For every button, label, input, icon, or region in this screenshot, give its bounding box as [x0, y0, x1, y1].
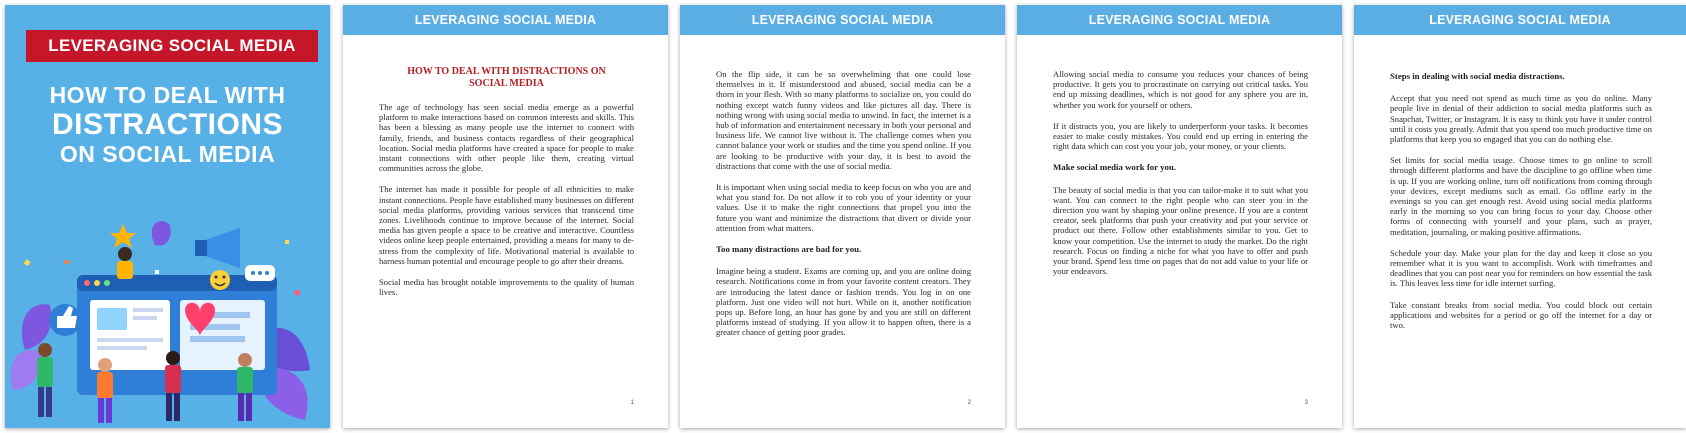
page-number: 3: [1304, 400, 1308, 406]
cover-title: [5, 81, 330, 167]
paragraph: On the flip side, it can be so overwhelming that one could lose themselves in it. If misunderstood and abused, social media can be a thorn in your flesh. With so many platforms to socialize on, you could do nothing except watch funny videos and like pictures all day. There is nothing wrong with using social media to unwind. In fact, the internet is a hub of information and entertainment necessary in both your personal and business life. We cannot live without it. The challenge comes when you cannot balance your work or studies and the time you spend online. If you are looking to be productive with your day, it is best to avoid the distractions that come with the use of social media.: [716, 69, 971, 171]
cover-title-line1: HOW TO DEAL WITH: [49, 82, 286, 108]
page-body: [343, 66, 668, 297]
document-page-1: [343, 5, 668, 428]
page-number: 1: [630, 400, 634, 406]
paragraph: The internet has made it possible for people of all ethnicities to make instant connections. People have established many businesses on different social media platforms, providing various services that transcend time zones. Livelihoods continue to improve because of the internet. Social media has given people a space to be creative and interactive. Countless videos online keep people entertained, providing a means for many to de-stress from the complexity of life. Motivational material is available to harness human potential and encourage people to go after their dreams.: [379, 184, 634, 266]
paragraph: Set limits for social media usage. Choose times to go online to scroll through different platforms and have the discipline to go offline when time is up. If you are working online, turn off notifications from coming through your devices, except mediums such as email. Go offline early in the evenings so you can get enough rest. Avoid using social media platforms early in the morning so you can bring focus to your day. Choose other forms of connecting with yourself and your plans, such as prayer, meditation, journaling, or making positive affirmations.: [1390, 155, 1652, 237]
cover-ribbon: LEVERAGING SOCIAL MEDIA: [26, 30, 318, 62]
cover-page: [5, 5, 330, 428]
page-header: LEVERAGING SOCIAL MEDIA: [1354, 5, 1686, 35]
paragraph: The beauty of social media is that you can tailor-make it to suit what you want. You can connect to the right people who can steer you in the direction you want by shaping your online presence. If you are a content creator, seek platforms that push your creativity and put your service or product out there. Follow other establishments similar to you. Get to know your competition. Use the internet to study the market. Do the right research. Focus on finding a niche for what you have to offer and push your brand. Spend less time on pages that do not add value to your life or your endeavors.: [1053, 184, 1308, 277]
page-header: LEVERAGING SOCIAL MEDIA: [1017, 5, 1342, 35]
page-number: 2: [967, 400, 971, 406]
cover-title-line3: ON SOCIAL MEDIA: [59, 141, 276, 167]
document-page-2: [680, 5, 1005, 428]
paragraph: Accept that you need not spend as much time as you do online. Many people live in denial of their addiction to social media platforms such as Snapchat, Twitter, or Instagram. It is easy to think you have it under control until it costs you greatly. Admit that you spend too much productive time on platforms that keep you so engaged that you can do nothing else.: [1390, 93, 1652, 145]
section-heading: Steps in dealing with social media distractions.: [1390, 71, 1565, 81]
paragraph: If it distracts you, you are likely to underperform your tasks. It becomes easier to make costly mistakes. You could end up erring in entering the right data which can cost you your job, your money, or your clients.: [1053, 120, 1308, 152]
paragraph: It is important when using social media to keep focus on who you are and what you stand for. Do not allow it to rob you of your identity or your values. Use it to make the right connections that propel you into the future you want and minimize the distractions that divert or divide your attention from what matters.: [716, 182, 971, 233]
section-heading: Make social media work for you.: [1053, 162, 1176, 173]
paragraph: Imagine being a student. Exams are coming up, and you are online doing research. Notifications come in from your favorite content creators. They are introducing the latest dance or fashion trends. You log in on one platform. Just one video will not hurt. While on it, another notification pops up. Before long, an hour has gone by and you are still on different platforms instead of studying. If you allow it to happen often, there is a greater chance of getting poor grades.: [716, 266, 971, 338]
page-body: [1354, 35, 1686, 330]
paragraph: Take constant breaks from social media. You could block out certain applications and websites for a period or go off the internet for a day or two.: [1390, 299, 1652, 331]
section-heading: Too many distractions are bad for you.: [716, 244, 862, 255]
cover-title-line2: DISTRACTIONS: [52, 108, 283, 141]
page-body: [1017, 35, 1342, 276]
paragraph: Schedule your day. Make your plan for the day and keep it close so you remember what it is you want to accomplish. Work with timeframes and deadlines that you can post near you for reminders on how essential the task is. This leaves less time for idle internet surfing.: [1390, 247, 1652, 289]
document-page-4: [1354, 5, 1686, 428]
paragraph: Allowing social media to consume you reduces your chances of being productive. It gets you to procrastinate on carrying out critical tasks. You end up missing deadlines, which is not good for any sphere you are in, whether you work for yourself or others.: [1053, 69, 1308, 110]
page-body: [680, 35, 1005, 338]
paragraph: The age of technology has seen social media emerge as a powerful platform to make interactions based on common interests and skills. This has been a blessing as many people use the internet to connect with family, friends, and business contacts regardless of their geographical location. Social media platforms have created a space for people to make instant connections with other people like them, creating virtual communities across the globe.: [379, 102, 634, 174]
paragraph: Social media has brought notable improvements to the quality of human lives.: [379, 277, 634, 298]
page-header: LEVERAGING SOCIAL MEDIA: [680, 5, 1005, 35]
page-heading: HOW TO DEAL WITH DISTRACTIONS ON SOCIAL MEDIA: [407, 66, 606, 89]
document-page-3: [1017, 5, 1342, 428]
cover-illustration: [5, 220, 330, 428]
page-header: LEVERAGING SOCIAL MEDIA: [343, 5, 668, 35]
